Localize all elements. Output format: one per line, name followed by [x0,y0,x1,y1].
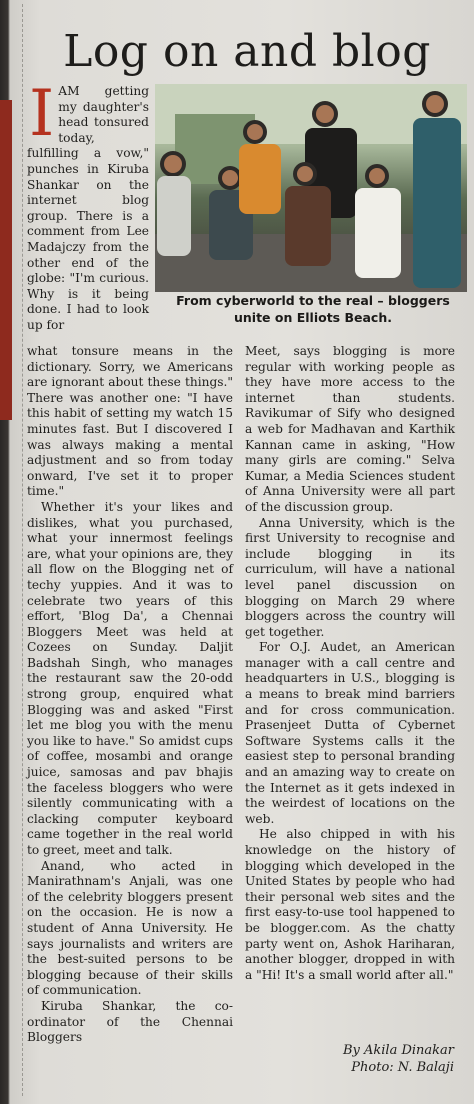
bloggers-group-photo [155,84,467,292]
article-paragraph: Anand, who acted in Manirathnam's Anjali, was one of the celebrity bloggers present on the occasion. He is now a student of Anna University. He says journalists and writers are the best-suited persons to be blogging because of their skills of communication. [27,858,233,998]
lead-paragraph [27,77,149,334]
byline [254,1042,454,1076]
lead-paragraph-text: AM getting my daughter's head tonsured today, fulfilling a vow," punches in Kiruba Shankar on the internet blog group. There is a comment from Lee Madajczy from the other end of the globe: "I'm curious. Why is it being done. I had to look up for [27,84,149,332]
article-paragraph: He also chipped in with his knowledge on the history of blogging which developed in the United States by people who had their personal web sites and the first easy-to-use tool happened to be blogger.com. As the chatty party went on, Ashok Hariharan, another blogger, dropped in with a "Hi! It's a small world after all." [245,827,455,982]
article-paragraph-continued: Meet, says blogging is more regular with working people as they have more access to the internet than students. Ravikumar of Sify who designed a web for Madhavan and Karthik Kannan came in asking, "How many girls are coming." Selva Kumar, a Media Sciences student of Anna University were all part of the discussion group. [245,344,455,514]
author-credit: By Akila Dinakar [342,1043,454,1058]
lead-paragraph-continued: what tonsure means in the dictionary. Sorry, we Americans are ignorant about these things." There was another one: "I have this habit of setting my watch 15 minutes fast. But I discovered I was always making a mental adjustment and so from today onward, I've set it to proper time." [27,344,233,499]
photo-caption: From cyberworld to the real – bloggers unite on Elliots Beach. [176,293,450,325]
photo-credit: Photo: N. Balaji [351,1060,454,1075]
drop-cap: I [29,77,55,151]
headline: Log on and blog [63,26,431,77]
article-paragraph: Anna University, which is the first University to recognise and include blogging in its curriculum, will have a national level panel discussion on blogging on March 29 where bloggers across the country will get together. [245,515,455,639]
article-lead-column [27,77,149,334]
article-paragraph: For O.J. Audet, an American manager with a call centre and headquarters in U.S., blogging is a means to break mind barriers and for cross communication. Prasenjeet Dutta of Cybernet Software Systems calls it the easiest step to personal branding and an amazing way to create on the Internet as it gets indexed in the weirdest of locations on the web. [245,640,455,826]
article-paragraph: Whether it's your likes and dislikes, what you purchased, what your innermost feelings are, what your opinions are, they all flow on the Blogging net of techy yuppies. And it was to celebrate two years of this effort, 'Blog Da', a Chennai Bloggers Meet was held at Cozees on Sunday. Daljit Badshah Singh, who manages the restaurant saw the 20-odd strong group, enquired what Blogging was and asked "First let me blog you with the menu you like to have." So amidst cups of coffee, mosambi and orange juice, samosas and pav bhajis the faceless bloggers who were silently communicating with a clacking computer keyboard came together in the real world to greet, meet and talk. [27,499,233,857]
article-paragraph: Kiruba Shankar, the co-ordinator of the Chennai Bloggers [27,998,233,1045]
article-column-left [27,344,233,1046]
article-column-right [245,344,455,983]
adjacent-page-edge [0,100,12,420]
